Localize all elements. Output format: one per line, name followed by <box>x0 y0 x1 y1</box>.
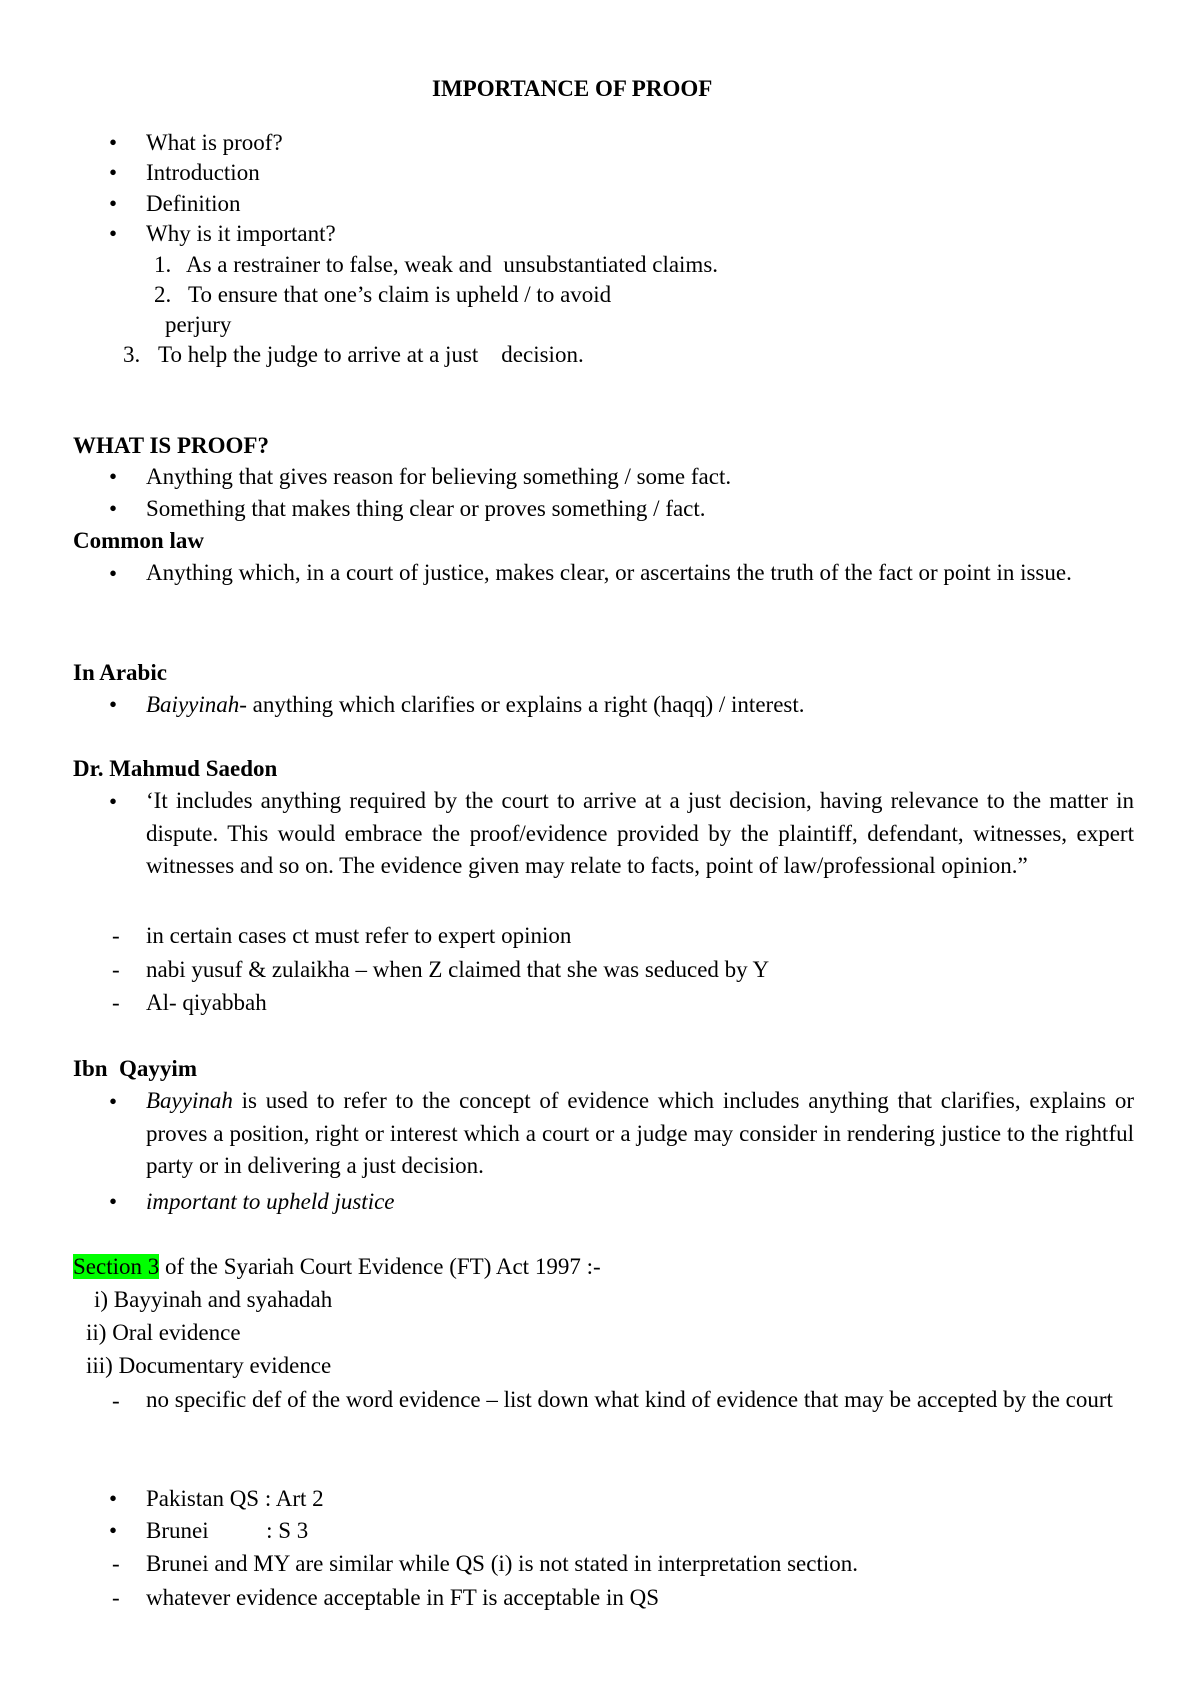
bullet-icon: • <box>109 464 118 489</box>
list-item: Pakistan QS : Art 2 <box>146 1486 324 1511</box>
bullet-icon: • <box>109 789 118 814</box>
bullet-icon: • <box>109 561 118 586</box>
act-title: of the Syariah Court Evidence (FT) Act 1997 :- <box>159 1254 601 1279</box>
section-line <box>73 1252 601 1282</box>
list-item: Something that makes thing clear or proves something / fact. <box>146 496 706 521</box>
dash-icon: - <box>112 1585 120 1610</box>
list-item <box>146 690 805 720</box>
bullet-icon: • <box>109 160 118 185</box>
bullet-icon: • <box>109 1189 118 1214</box>
page-title: IMPORTANCE OF PROOF <box>432 76 713 101</box>
roman-item: i) Bayyinah and syahadah <box>94 1287 333 1312</box>
list-item: Why is it important? <box>146 221 336 246</box>
dash-icon: - <box>112 990 120 1015</box>
roman-item: ii) Oral evidence <box>86 1320 241 1345</box>
quote: ‘It includes anything required by the court to arrive at a just decision, having relevance to the matter in dispute. This would embrace the proof/evidence provided by the plaintiff, defendant, witnesses, expert witnesses and so on. The evidence given may relate to facts, point of law/professional opinion.” <box>146 788 1134 878</box>
bullet-icon: • <box>109 1518 118 1543</box>
list-number: 1. <box>154 252 172 277</box>
section-heading: Dr. Mahmud Saedon <box>73 756 278 781</box>
list-number: 3. <box>123 342 141 367</box>
section-heading: WHAT IS PROOF? <box>73 433 269 458</box>
bullet-icon: • <box>109 692 118 717</box>
list-item: To help the judge to arrive at a just decision. <box>158 342 584 367</box>
list-item: Al- qiyabbah <box>146 990 267 1015</box>
list-item: As a restrainer to false, weak and unsubstantiated claims. <box>186 252 719 277</box>
bullet-icon: • <box>109 191 118 216</box>
list-item: whatever evidence acceptable in FT is acceptable in QS <box>146 1585 660 1610</box>
section-heading: Common law <box>73 528 204 553</box>
list-item: To ensure that one’s claim is upheld / to avoid <box>188 282 612 307</box>
bullet-icon: • <box>109 1089 118 1114</box>
list-item: no specific def of the word evidence – list down what kind of evidence that may be accepted by the court <box>146 1387 1113 1412</box>
dash-icon: - <box>112 923 120 948</box>
bullet-icon: • <box>109 1486 118 1511</box>
list-item: Definition <box>146 191 241 216</box>
list-item: What is proof? <box>146 130 283 155</box>
list-item: in certain cases ct must refer to expert opinion <box>146 923 572 948</box>
definition: - anything which clarifies or explains a right (haqq) / interest. <box>239 692 805 717</box>
dash-icon: - <box>112 1551 120 1576</box>
list-item: Anything that gives reason for believing something / some fact. <box>146 464 732 489</box>
list-item-continuation: perjury <box>165 312 232 337</box>
highlighted-section-ref: Section 3 <box>73 1254 160 1279</box>
list-item: nabi yusuf & zulaikha – when Z claimed that she was seduced by Y <box>146 957 770 982</box>
bullet-icon: • <box>109 496 118 521</box>
bullet-icon: • <box>109 130 118 155</box>
list-number: 2. <box>154 282 172 307</box>
term: Baiyyinah <box>146 692 240 717</box>
section-heading: In Arabic <box>73 660 167 685</box>
list-item: Brunei and MY are similar while QS (i) is not stated in interpretation section. <box>146 1551 858 1576</box>
list-item: Anything which, in a court of justice, makes clear, or ascertains the truth of the fact or point in issue. <box>146 560 1072 585</box>
section-heading: Ibn Qayyim <box>73 1056 197 1081</box>
term: Bayyinah <box>146 1088 233 1113</box>
list-item: Brunei : S 3 <box>146 1518 309 1543</box>
roman-item: iii) Documentary evidence <box>86 1353 332 1378</box>
definition: is used to refer to the concept of evidence which includes anything that clarifies, explains or proves a position, right or interest which a court or a judge may consider in rendering justice to the rightful party or in delivering a just decision. <box>146 1088 1134 1178</box>
list-item: important to upheld justice <box>146 1189 395 1214</box>
list-item: Introduction <box>146 160 260 185</box>
bullet-icon: • <box>109 221 118 246</box>
list-item <box>146 1085 1134 1183</box>
dash-icon: - <box>112 957 120 982</box>
dash-icon: - <box>112 1388 120 1413</box>
